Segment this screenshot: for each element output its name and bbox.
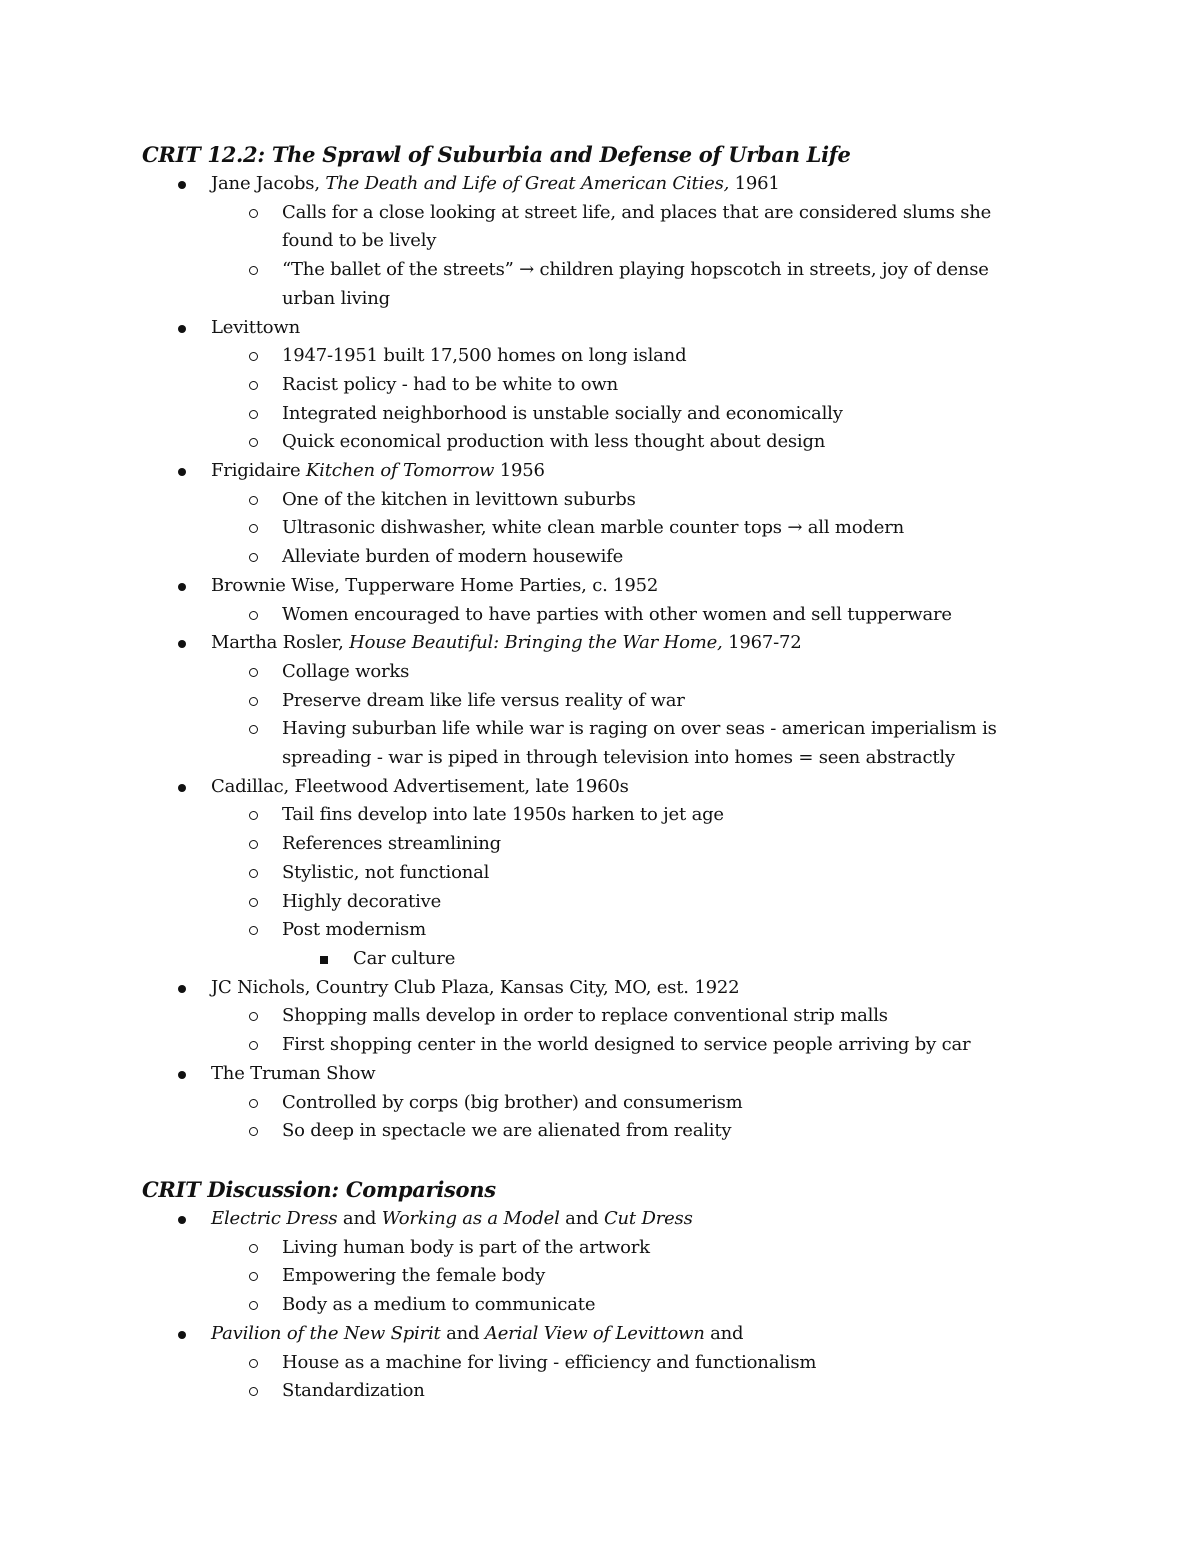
bullet-circle-icon — [249, 209, 258, 218]
list-item-text: 1967-72 — [722, 632, 802, 654]
sub-item-text: Preserve dream like life versus reality of war — [282, 689, 685, 711]
bullet-circle-icon — [249, 1301, 258, 1310]
list-item-text: Cadillac, Fleetwood Advertisement, late 1960s — [211, 775, 629, 797]
bullet-circle-icon — [249, 1244, 258, 1253]
bullet-circle-icon — [249, 352, 258, 361]
sub-item-text: House as a machine for living - efficiency and functionalism — [282, 1351, 817, 1373]
sub-list-item — [0, 1234, 1042, 1263]
bullet-circle-icon — [249, 611, 258, 620]
sub-list-item — [0, 859, 1042, 888]
sub-list-item — [0, 1291, 1042, 1320]
sub-item-text: Having suburban life while war is raging on over seas - american imperialism is spreading - war is piped in through television into homes = seen abstractly — [282, 718, 997, 769]
sub-list-item — [0, 888, 1042, 917]
sub-list-item — [0, 916, 1042, 945]
sub-list-item — [0, 1002, 1042, 1031]
bullet-circle-icon — [249, 1387, 258, 1396]
sub-item-text: Women encouraged to have parties with other women and sell tupperware — [282, 603, 952, 625]
sub-list-item — [0, 1117, 1042, 1146]
sub-item-text: Empowering the female body — [282, 1265, 546, 1287]
bullet-circle-icon — [249, 668, 258, 677]
bullet-circle-icon — [249, 266, 258, 275]
sub-list-item — [0, 543, 1042, 572]
sub-list-item — [0, 428, 1042, 457]
work-title: Kitchen of Tomorrow — [305, 460, 495, 482]
sub-list-item — [0, 371, 1042, 400]
sub-list-item — [0, 658, 1042, 687]
sub-item-text: Alleviate burden of modern housewife — [282, 546, 624, 568]
sub-item-text: Shopping malls develop in order to replace conventional strip malls — [282, 1005, 888, 1027]
sub-item-text: Controlled by corps (big brother) and consumerism — [282, 1091, 743, 1113]
work-title: Pavilion of the New Spirit — [211, 1322, 441, 1344]
bullet-circle-icon — [249, 438, 258, 447]
sub-sub-list-item — [0, 945, 1200, 974]
bullet-circle-icon — [249, 1359, 258, 1368]
list-item — [0, 572, 1200, 601]
bullet-dot-icon — [178, 640, 186, 648]
list-item — [0, 974, 1200, 1003]
sub-item-text: “The ballet of the streets” → children playing hopscotch in streets, joy of dense urban living — [282, 259, 989, 309]
sub-list-item — [0, 687, 1042, 716]
bullet-circle-icon — [249, 410, 258, 419]
bullet-circle-icon — [249, 1127, 258, 1136]
bullet-dot-icon — [178, 985, 186, 993]
work-title: Cut Dress — [603, 1208, 693, 1229]
list-item-text: JC Nichols, Country Club Plaza, Kansas City, MO, est. 1922 — [211, 976, 740, 998]
bullet-circle-icon — [249, 381, 258, 390]
sub-list-item — [0, 486, 1042, 515]
section-heading: CRIT Discussion: Comparisons — [142, 1177, 496, 1202]
sub-item-text: References streamlining — [282, 833, 501, 855]
list-item-text: The Truman Show — [211, 1062, 376, 1084]
sub-list-item — [0, 1262, 1042, 1291]
sub-item-text: Highly decorative — [282, 890, 442, 912]
sub-item-text: Standardization — [282, 1380, 425, 1402]
sub-item-text: Post modernism — [282, 919, 426, 941]
list-item-text: and — [559, 1208, 604, 1229]
bullet-circle-icon — [249, 811, 258, 820]
bullet-dot-icon — [178, 784, 186, 792]
list-item — [0, 1320, 1200, 1349]
sub-item-text: Racist policy - had to be white to own — [282, 373, 619, 395]
sub-item-text: One of the kitchen in levittown suburbs — [282, 488, 636, 510]
bullet-circle-icon — [249, 524, 258, 533]
sub-list-item — [0, 1089, 1042, 1118]
work-title: The Death and Life of Great American Cities, — [325, 173, 730, 194]
bullet-dot-icon — [178, 325, 186, 333]
bullet-circle-icon — [249, 697, 258, 706]
sub-item-text: Calls for a close looking at street life, and places that are considered slums she found to be lively — [282, 201, 992, 252]
list-item-text: and — [704, 1322, 744, 1344]
list-item-text: Levittown — [211, 316, 301, 338]
sub-list-item — [0, 830, 1042, 859]
work-title: Electric Dress — [211, 1208, 338, 1229]
bullet-circle-icon — [249, 1041, 258, 1050]
list-item — [0, 314, 1200, 343]
list-item — [0, 1205, 1200, 1234]
list-item-text: Frigidaire — [211, 460, 306, 482]
sub-item-text: 1947-1951 built 17,500 homes on long island — [282, 345, 687, 367]
sub-item-text: Ultrasonic dishwasher, white clean marble counter tops → all modern — [282, 517, 904, 539]
bullet-list — [0, 1205, 1200, 1406]
sub-item-text: Living human body is part of the artwork — [282, 1236, 650, 1258]
bullet-dot-icon — [178, 468, 186, 476]
list-item — [0, 1060, 1200, 1089]
sub-item-text: Quick economical production with less thought about design — [282, 431, 826, 453]
sub-list-item — [0, 256, 1042, 313]
bullet-circle-icon — [249, 898, 258, 907]
notes-section-sprawl — [0, 139, 1200, 1146]
bullet-dot-icon — [178, 583, 186, 591]
bullet-circle-icon — [249, 725, 258, 734]
list-item-text: 1961 — [729, 173, 780, 194]
list-item-text: Brownie Wise, Tupperware Home Parties, c. 1952 — [211, 574, 659, 596]
sub-sub-item-text: Car culture — [353, 947, 456, 969]
sub-item-text: Body as a medium to communicate — [282, 1294, 596, 1316]
sub-list-item — [0, 514, 1042, 543]
list-item — [0, 773, 1200, 802]
bullet-dot-icon — [178, 1331, 186, 1339]
sub-list-item — [0, 342, 1042, 371]
list-item-text: 1956 — [494, 460, 545, 482]
sub-list-item — [0, 1031, 1042, 1060]
sub-item-text: Integrated neighborhood is unstable socially and economically — [282, 402, 843, 424]
bullet-circle-icon — [249, 1272, 258, 1281]
list-item — [0, 457, 1200, 486]
bullet-circle-icon — [249, 496, 258, 505]
sub-list-item — [0, 715, 1042, 772]
bullet-dot-icon — [178, 1071, 186, 1079]
bullet-circle-icon — [249, 1099, 258, 1108]
bullet-circle-icon — [249, 553, 258, 562]
sub-list-item — [0, 1349, 1042, 1378]
sub-item-text: Stylistic, not functional — [282, 861, 490, 883]
notes-section-comparisons — [0, 1174, 1200, 1406]
bullet-circle-icon — [249, 869, 258, 878]
bullet-dot-icon — [178, 181, 186, 189]
sub-item-text: Tail fins develop into late 1950s harken to jet age — [282, 804, 724, 826]
sub-item-text: First shopping center in the world designed to service people arriving by car — [282, 1034, 971, 1056]
bullet-square-icon — [320, 956, 328, 964]
sub-item-text: So deep in spectacle we are alienated from reality — [282, 1120, 732, 1142]
section-heading: CRIT 12.2: The Sprawl of Suburbia and Defense of Urban Life — [142, 142, 851, 167]
work-title: House Beautiful: Bringing the War Home, — [349, 632, 723, 654]
sub-list-item — [0, 801, 1042, 830]
bullet-circle-icon — [249, 840, 258, 849]
sub-list-item — [0, 199, 1042, 256]
sub-list-item — [0, 1377, 1042, 1406]
bullet-list — [0, 170, 1200, 1146]
list-item-text: and — [440, 1322, 485, 1344]
work-title: Aerial View of Levittown — [484, 1322, 705, 1344]
sub-item-text: Collage works — [282, 660, 410, 682]
list-item-text: and — [337, 1208, 382, 1229]
work-title: Working as a Model — [381, 1208, 560, 1229]
sub-list-item — [0, 601, 1042, 630]
bullet-circle-icon — [249, 926, 258, 935]
bullet-dot-icon — [178, 1216, 186, 1224]
list-item-text: Martha Rosler, — [211, 632, 350, 654]
list-item — [0, 629, 1200, 658]
sub-list-item — [0, 400, 1042, 429]
list-item — [0, 170, 1200, 199]
list-item-text: Jane Jacobs, — [211, 173, 326, 194]
bullet-circle-icon — [249, 1012, 258, 1021]
